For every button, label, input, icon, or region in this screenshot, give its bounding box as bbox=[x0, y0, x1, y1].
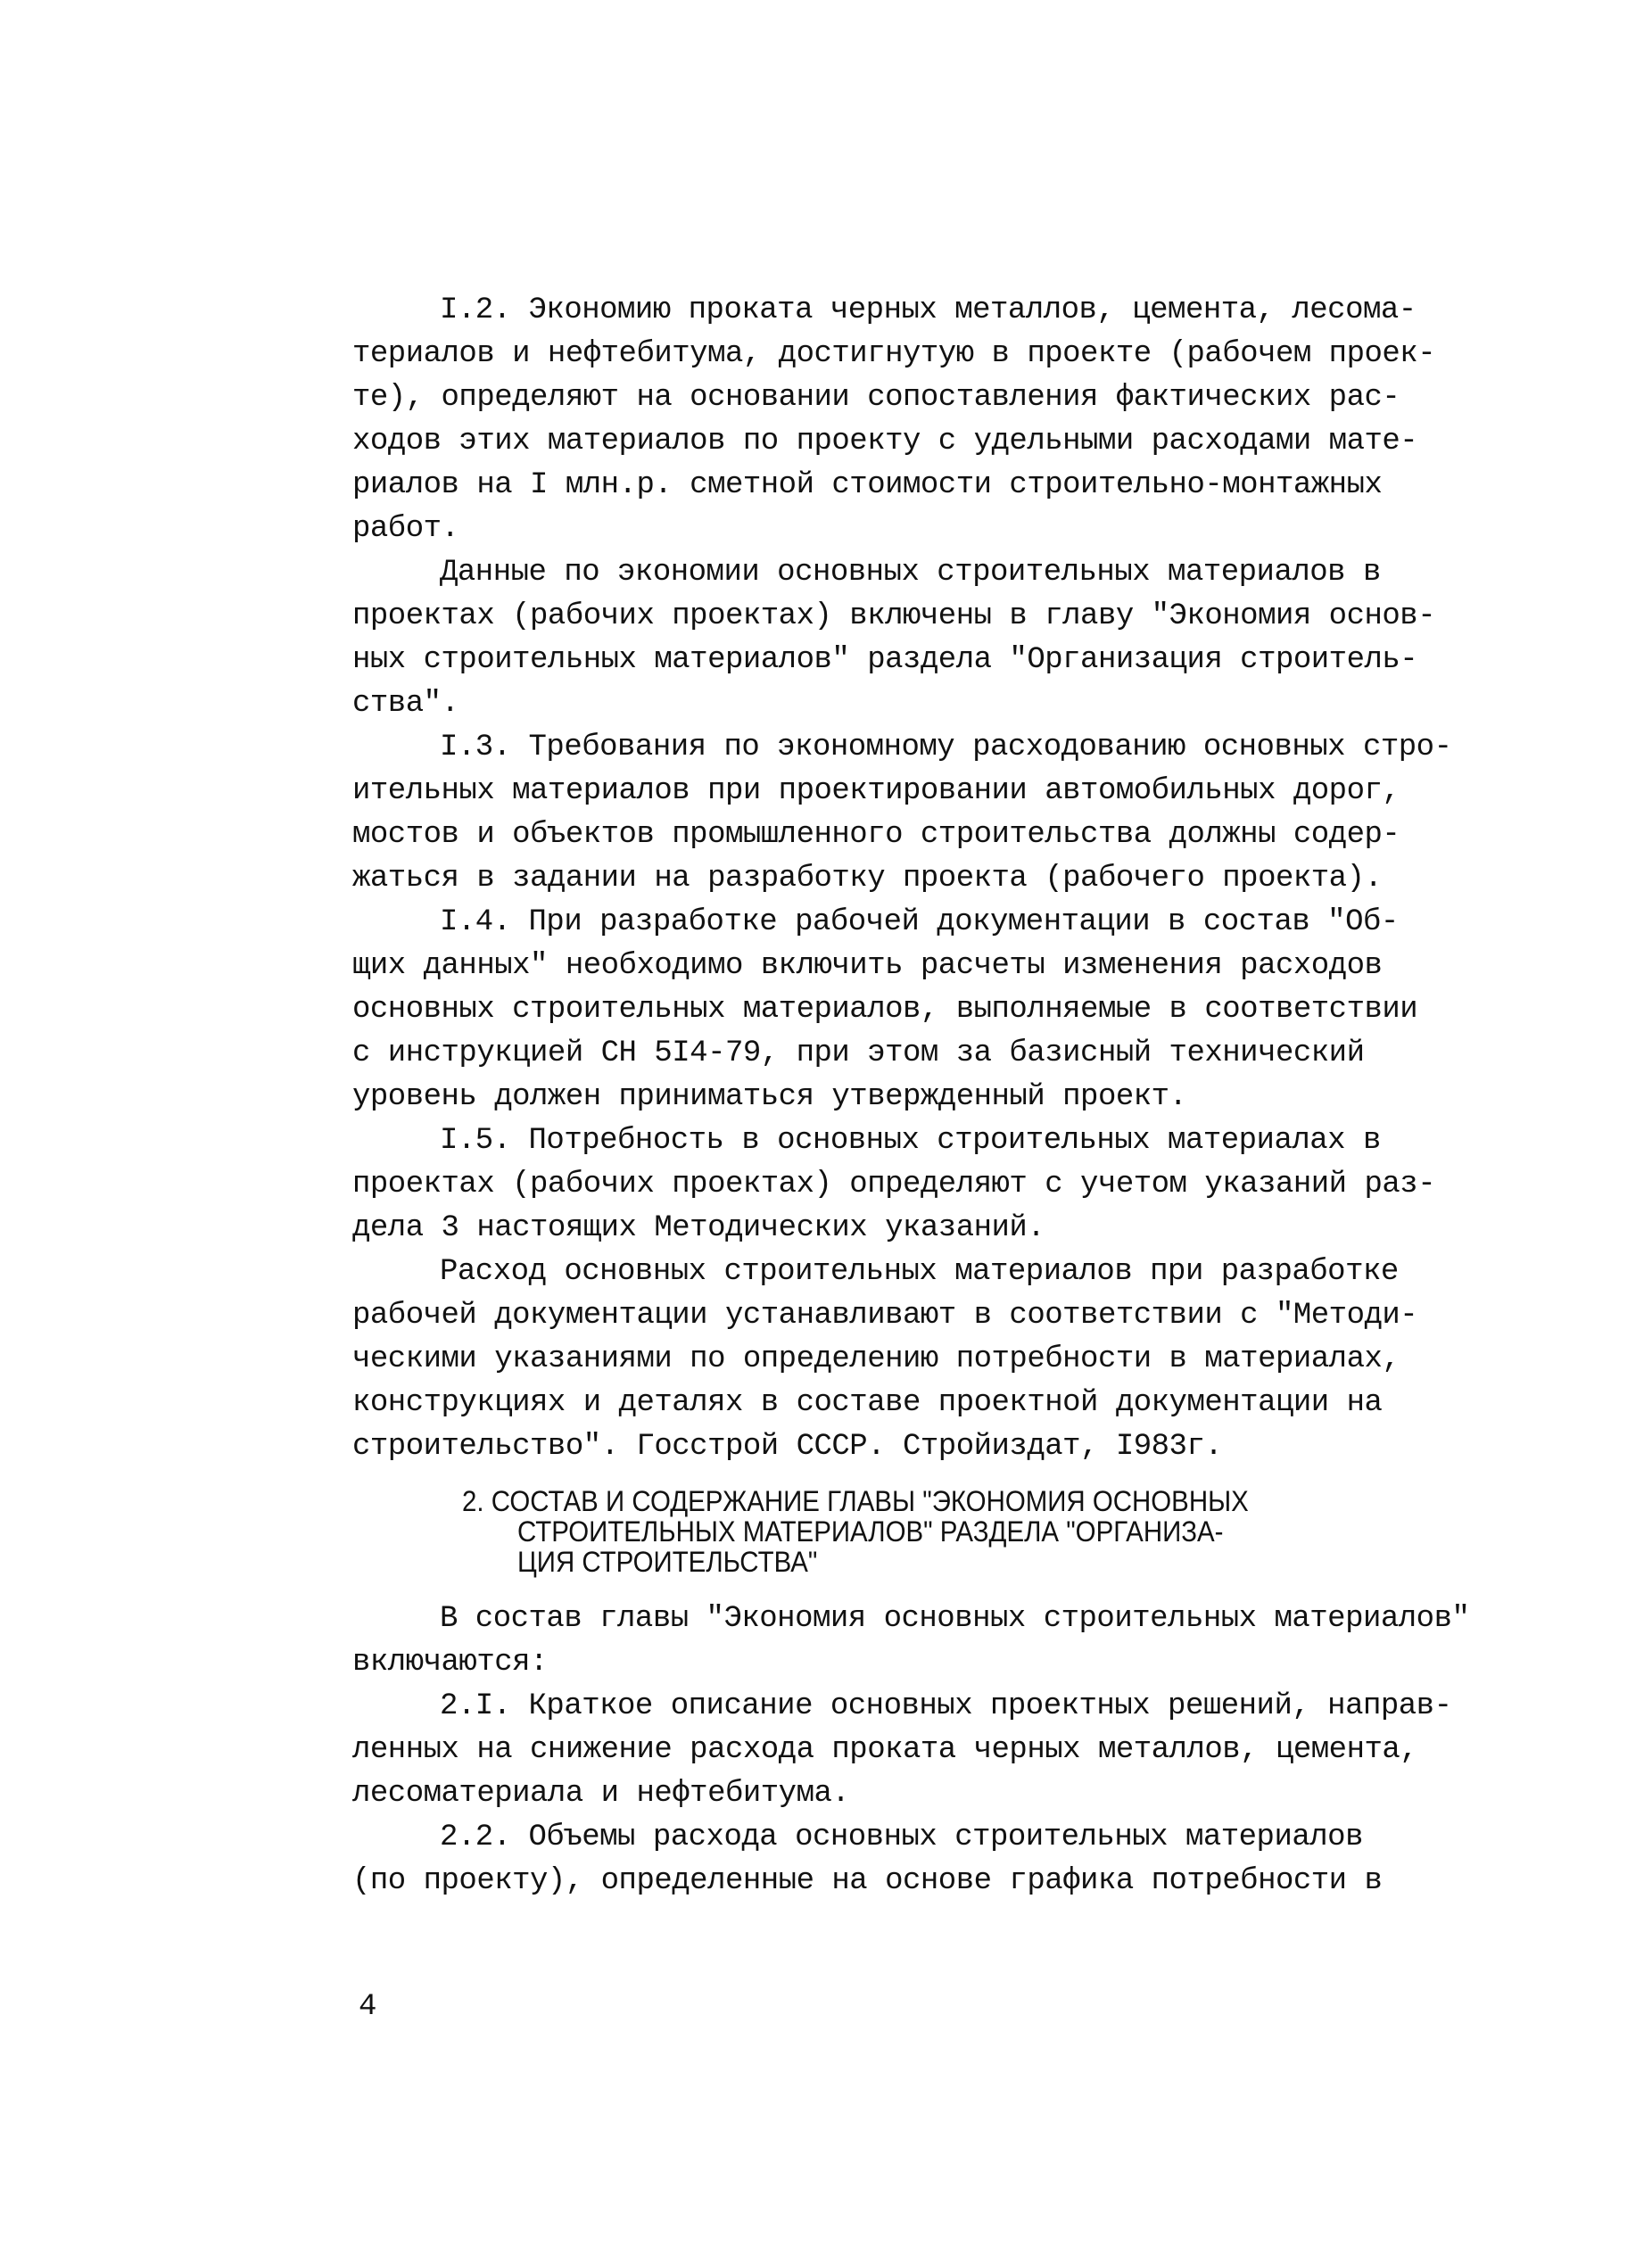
text-line: ных строительных материалов" раздела "Организация строитель- bbox=[352, 643, 1418, 677]
text-line: жаться в задании на разработку проекта (рабочего проекта). bbox=[352, 862, 1383, 896]
section-heading: ЦИЯ СТРОИТЕЛЬСТВА" bbox=[517, 1546, 818, 1578]
text-line: Расход основных строительных материалов при разработке bbox=[440, 1255, 1399, 1289]
text-line: включаются: bbox=[352, 1646, 548, 1680]
text-line: I.3. Требования по экономному расходованию основных стро- bbox=[440, 731, 1452, 764]
text-line: основных строительных материалов, выполняемые в соответствии bbox=[352, 993, 1418, 1027]
text-line: с инструкцией СН 5I4-79, при этом за базисный технический bbox=[352, 1036, 1365, 1070]
text-line: риалов на I млн.р. сметной стоимости строительно-монтажных bbox=[352, 468, 1383, 502]
text-line: конструкциях и деталях в составе проектной документации на bbox=[352, 1386, 1383, 1420]
text-line: ческими указаниями по определению потребности в материалах, bbox=[352, 1342, 1400, 1376]
text-line: работ. bbox=[352, 512, 459, 546]
text-line: дела 3 настоящих Методических указаний. bbox=[352, 1211, 1045, 1245]
page-number: 4 bbox=[359, 1990, 377, 2024]
section-heading: 2. СОСТАВ И СОДЕРЖАНИЕ ГЛАВЫ "ЭКОНОМИЯ ОСНОВНЫХ bbox=[462, 1485, 1249, 1517]
text-line: уровень должен приниматься утвержденный проект. bbox=[352, 1080, 1187, 1114]
text-line: 2.2. Объемы расхода основных строительных материалов bbox=[440, 1821, 1363, 1854]
text-line: Данные по экономии основных строительных материалов в bbox=[440, 556, 1381, 590]
text-line: I.4. При разработке рабочей документации в состав "Об- bbox=[440, 905, 1399, 939]
text-line: 2.I. Краткое описание основных проектных решений, направ- bbox=[440, 1689, 1452, 1723]
text-line: ительных материалов при проектировании автомобильных дорог, bbox=[352, 774, 1400, 808]
text-line: ходов этих материалов по проекту с удельными расходами мате- bbox=[352, 425, 1418, 458]
text-line: лесоматериала и нефтебитума. bbox=[352, 1777, 850, 1811]
text-line: I.5. Потребность в основных строительных материалах в bbox=[440, 1124, 1381, 1158]
text-line: I.2. Экономию проката черных металлов, цемента, лесома- bbox=[440, 293, 1417, 327]
text-line: мостов и объектов промышленного строительства должны содер- bbox=[352, 818, 1400, 852]
text-line: проектах (рабочих проектах) определяют с учетом указаний раз- bbox=[352, 1168, 1436, 1201]
text-line: ства". bbox=[352, 687, 459, 721]
text-line: В состав главы "Экономия основных строительных материалов" bbox=[440, 1602, 1470, 1636]
text-line: ленных на снижение расхода проката черных металлов, цемента, bbox=[352, 1733, 1418, 1767]
text-line: (по проекту), определенные на основе графика потребности в bbox=[352, 1864, 1383, 1898]
text-line: те), определяют на основании сопоставления фактических рас- bbox=[352, 381, 1400, 415]
text-line: проектах (рабочих проектах) включены в главу "Экономия основ- bbox=[352, 599, 1436, 633]
text-line: строительство". Госстрой СССР. Стройиздат, I983г. bbox=[352, 1430, 1223, 1464]
text-line: щих данных" необходимо включить расчеты изменения расходов bbox=[352, 949, 1383, 983]
text-line: териалов и нефтебитума, достигнутую в проекте (рабочем проек- bbox=[352, 337, 1436, 371]
section-heading: СТРОИТЕЛЬНЫХ МАТЕРИАЛОВ" РАЗДЕЛА "ОРГАНИЗА- bbox=[517, 1515, 1224, 1548]
text-line: рабочей документации устанавливают в соответствии с "Методи- bbox=[352, 1299, 1418, 1333]
